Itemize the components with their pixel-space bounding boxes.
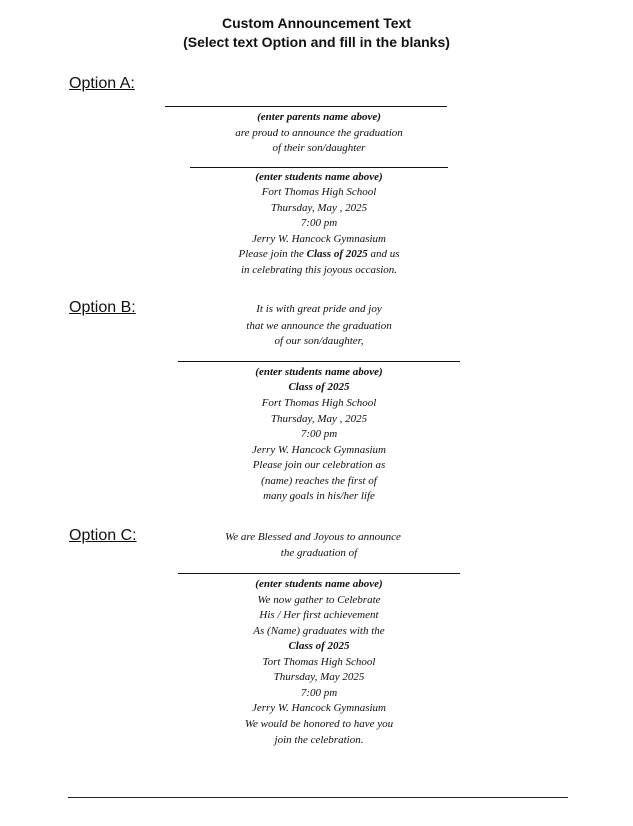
option-c-line: Jerry W. Hancock Gymnasium: [251, 702, 387, 714]
option-a-line: 7:00 pm: [300, 217, 338, 229]
footer-divider: [68, 797, 568, 798]
option-b-line: Please join our celebration as: [252, 459, 386, 471]
option-a-line: in celebrating this joyous occasion.: [240, 264, 398, 276]
option-a-class-year: Class of 2025: [306, 248, 368, 260]
option-c-line: As (Name) graduates with the: [253, 625, 385, 637]
option-c-class-year: Class of 2025: [288, 640, 350, 652]
page-subtitle: (Select text Option and fill in the blanks): [183, 34, 450, 50]
option-b-label: Option B:: [69, 299, 136, 316]
option-b-students-hint: (enter students name above): [255, 366, 383, 378]
option-a-line: of their son/daughter: [272, 142, 366, 154]
option-c-line: His / Her first achievement: [259, 609, 379, 621]
option-c-line: join the celebration.: [274, 734, 364, 746]
option-a-line: Jerry W. Hancock Gymnasium: [251, 233, 387, 245]
option-b-line: Fort Thomas High School: [261, 397, 377, 409]
option-a-label: Option A:: [69, 75, 135, 92]
option-b-line: Thursday, May , 2025: [270, 413, 368, 425]
option-c-label: Option C:: [69, 527, 137, 544]
option-c-line: We are Blessed and Joyous to announce: [225, 531, 401, 543]
option-b-line: (name) reaches the first of: [261, 475, 377, 487]
option-b-class-year: Class of 2025: [288, 381, 350, 393]
option-a-line: Thursday, May , 2025: [270, 202, 368, 214]
option-b-line: Jerry W. Hancock Gymnasium: [251, 444, 387, 456]
option-a-invite-end: and us: [370, 248, 400, 260]
page-title: Custom Announcement Text: [221, 15, 411, 31]
option-a-parents-hint: (enter parents name above): [257, 111, 381, 123]
option-a-line: Fort Thomas High School: [261, 186, 377, 198]
option-c-line: Thursday, May 2025: [273, 671, 365, 683]
option-a-invite-start: Please join the: [238, 248, 304, 260]
option-a-invite-line: [238, 248, 399, 260]
option-b-line: It is with great pride and joy: [256, 303, 382, 315]
option-c-line: 7:00 pm: [300, 687, 338, 699]
option-c-line: We now gather to Celebrate: [257, 594, 381, 606]
option-c-line: Tort Thomas High School: [262, 656, 376, 668]
option-b-line: many goals in his/her life: [263, 490, 375, 502]
students-name-blank[interactable]: [178, 573, 460, 574]
option-b-line: of our son/daughter,: [274, 335, 364, 347]
students-name-blank[interactable]: [190, 167, 448, 168]
option-a-students-hint: (enter students name above): [255, 171, 383, 183]
parents-name-blank[interactable]: [165, 106, 447, 107]
option-c-line: the graduation of: [280, 547, 358, 559]
students-name-blank[interactable]: [178, 361, 460, 362]
option-a-line: are proud to announce the graduation: [235, 127, 403, 139]
option-c-line: We would be honored to have you: [244, 718, 394, 730]
option-c-students-hint: (enter students name above): [255, 578, 383, 590]
option-b-line: 7:00 pm: [300, 428, 338, 440]
option-b-line: that we announce the graduation: [246, 320, 392, 332]
